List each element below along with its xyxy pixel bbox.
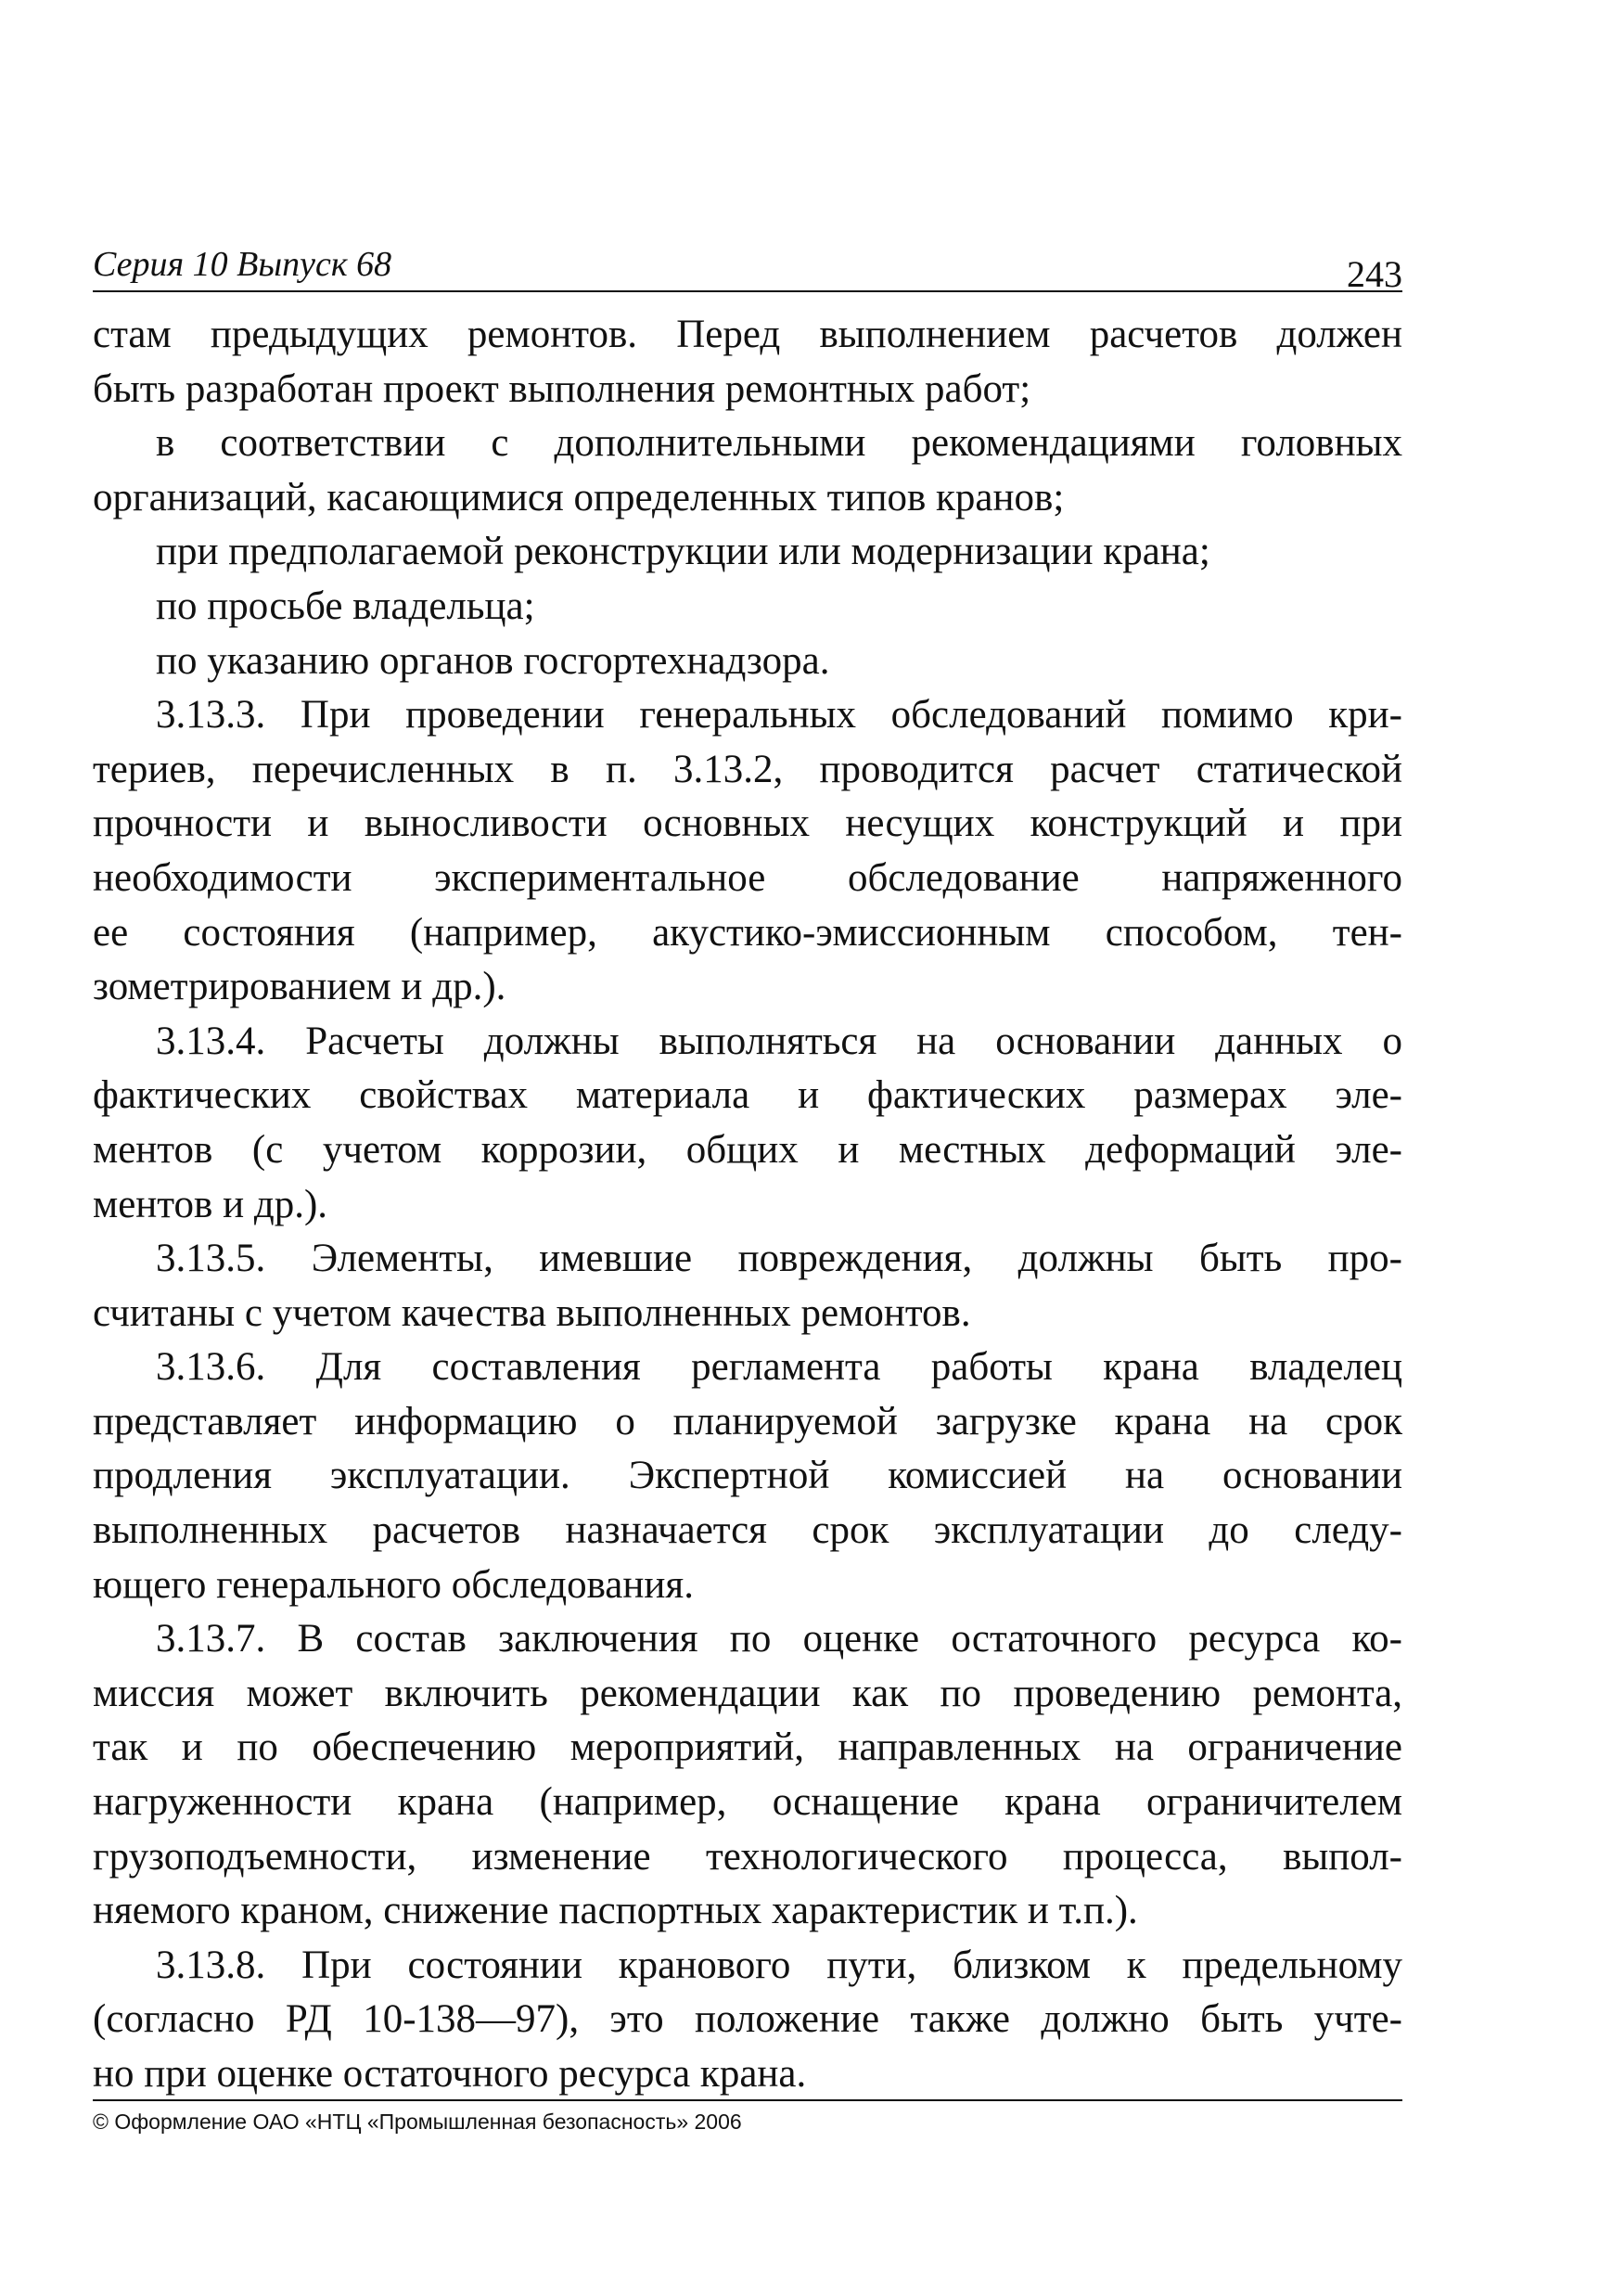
text-line: 3.13.7. В состав заключения по оценке остаточного ресурса ко- <box>156 1617 1402 1661</box>
text-line: 3.13.3. При проведении генеральных обследований помимо кри- <box>156 693 1402 738</box>
text-line: 3.13.8. При состоянии кранового пути, близком к предельному <box>156 1943 1402 1987</box>
text-line: представляет информацию о планируемой загрузке крана на срок <box>93 1399 1402 1443</box>
text-line: 3.13.5. Элементы, имевшие повреждения, должны быть про- <box>156 1237 1402 1281</box>
text-line: ющего генерального обследования. <box>93 1562 694 1607</box>
text-line: ментов и др.). <box>93 1182 328 1226</box>
text-line: 3.13.4. Расчеты должны выполняться на основании данных о <box>156 1019 1402 1063</box>
copyright-footer: © Оформление ОАО «НТЦ «Промышленная безопасность» 2006 <box>93 2110 742 2134</box>
text-line: териев, перечисленных в п. 3.13.2, проводится расчет статической <box>93 747 1402 791</box>
text-line: грузоподъемности, изменение технологического процесса, выпол- <box>93 1834 1402 1879</box>
text-line: миссия может включить рекомендации как по проведению ремонта, <box>93 1671 1402 1715</box>
page-number: 243 <box>1347 253 1402 295</box>
text-line: при предполагаемой реконструкции или модернизации крана; <box>156 530 1210 574</box>
text-line: ее состояния (например, акустико-эмиссионным способом, тен- <box>93 910 1402 955</box>
text-line: стам предыдущих ремонтов. Перед выполнением расчетов должен <box>93 313 1402 356</box>
text-line: няемого краном, снижение паспортных характеристик и т.п.). <box>93 1889 1138 1933</box>
body-text <box>93 308 1402 2102</box>
text-line: так и по обеспечению мероприятий, направленных на ограничение <box>93 1725 1402 1770</box>
text-line: организаций, касающимися определенных типов кранов; <box>93 475 1065 519</box>
text-line: 3.13.6. Для составления регламента работы крана владелец <box>156 1345 1402 1390</box>
text-line: необходимости экспериментальное обследование напряженного <box>93 855 1402 900</box>
text-line: в соответствии с дополнительными рекомендациями головных <box>156 421 1402 466</box>
running-header <box>93 237 1402 295</box>
text-line: (согласно РД 10-138—97), это положение также должно быть учте- <box>93 1997 1402 2042</box>
text-line: продления эксплуатации. Экспертной комиссией на основании <box>93 1454 1402 1498</box>
text-line: ментов (с учетом коррозии, общих и местных деформаций эле- <box>93 1127 1402 1172</box>
text-line: по просьбе владельца; <box>156 584 535 628</box>
text-line: фактических свойствах материала и фактических размерах эле- <box>93 1073 1402 1118</box>
text-line: нагруженности крана (например, оснащение крана ограничителем <box>93 1780 1402 1825</box>
text-line: считаны с учетом качества выполненных ремонтов. <box>93 1290 971 1335</box>
text-line: по указанию органов госгортехнадзора. <box>156 638 830 683</box>
footer-divider <box>93 2099 1402 2101</box>
series-title: Серия 10 Выпуск 68 <box>93 245 392 284</box>
text-line: зометрированием и др.). <box>93 965 506 1009</box>
text-line: но при оценке остаточного ресурса крана. <box>93 2052 807 2096</box>
text-line: прочности и выносливости основных несущих конструкций и при <box>93 802 1402 846</box>
text-line: быть разработан проект выполнения ремонтных работ; <box>93 366 1031 411</box>
text-line: выполненных расчетов назначается срок эксплуатации до следу- <box>93 1508 1402 1553</box>
